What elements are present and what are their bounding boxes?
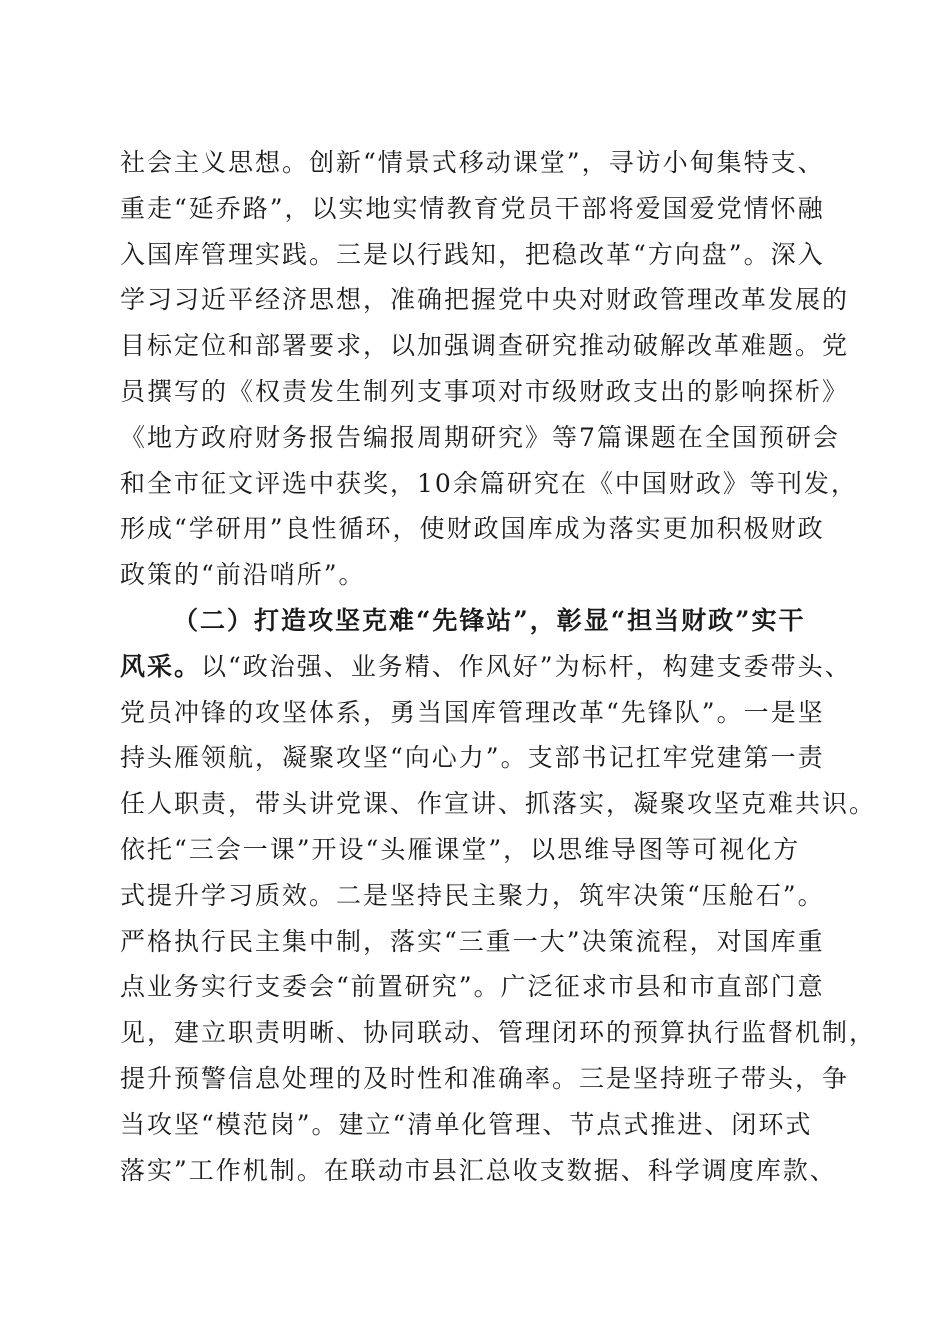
text-line: 落实”工作机制。在联动市县汇总收支数据、科学调度库款、	[120, 1155, 837, 1185]
text-line: 见，建立职责明晰、协同联动、管理闭环的预算执行监督机制，	[120, 1018, 877, 1048]
text-line: 重走“延乔路”，以实地实情教育党员干部将爱国爱党情怀融	[120, 193, 825, 223]
text-line: 入国库管理实践。三是以行践知，把稳改革“方向盘”。深入	[120, 239, 825, 269]
text-line: 式提升学习质效。二是坚持民主聚力，筑牢决策“压舱石”。	[120, 880, 825, 910]
text-line: 点业务实行支委会“前置研究”。广泛征求市县和市直部门意	[120, 972, 825, 1002]
text-line	[120, 644, 852, 690]
document-body	[120, 140, 877, 1193]
text-line: 持头雁领航，凝聚攻坚“向心力”。支部书记扛牢党建第一责	[120, 743, 825, 773]
section-heading: （二）打造攻坚克难“先锋站”，彰显“担当财政”实干	[173, 605, 806, 635]
text-line: 依托“三会一课”开设“头雁课堂”，以思维导图等可视化方	[120, 834, 801, 864]
text-line: 党员冲锋的攻坚体系，勇当国库管理改革“先锋队”。一是坚	[120, 697, 825, 727]
text-line: 目标定位和部署要求，以加强调查研究推动破解改革难题。党	[120, 331, 850, 361]
text-run: 以“政治强、业务精、作风好”为标杆，构建支委带头、	[201, 651, 852, 681]
text-line: 政策的“前沿哨所”。	[120, 560, 366, 590]
section-heading-end: 风采。	[120, 651, 202, 681]
text-line: 任人职责，带头讲党课、作宣讲、抓落实，凝聚攻坚克难共识。	[120, 789, 877, 819]
text-line: 《地方政府财务报告编报周期研究》等7篇课题在全国预研会	[120, 422, 840, 452]
text-line: 严格执行民主集中制，落实“三重一大”决策流程，对国库重	[120, 926, 825, 956]
paragraph-1	[120, 140, 858, 598]
text-line: 提升预警信息处理的及时性和准确率。三是坚持班子带头，争	[120, 1063, 850, 1093]
text-line: 学习习近平经济思想，准确把握党中央对财政管理改革发展的	[120, 285, 850, 315]
text-line: 社会主义思想。创新“情景式移动课堂”，寻访小甸集特支、	[120, 148, 825, 177]
text-line: 员撰写的《权责发生制列支事项对市级财政支出的影响探析》	[120, 376, 850, 406]
text-line: 当攻坚“模范岗”。建立“清单化管理、节点式推进、闭环式	[120, 1109, 813, 1139]
text-line: 和全市征文评选中获奖，10余篇研究在《中国财政》等刊发，	[120, 468, 858, 498]
paragraph-2	[120, 598, 877, 1193]
text-line: 形成“学研用”良性循环，使财政国库成为落实更加积极财政	[120, 514, 825, 544]
